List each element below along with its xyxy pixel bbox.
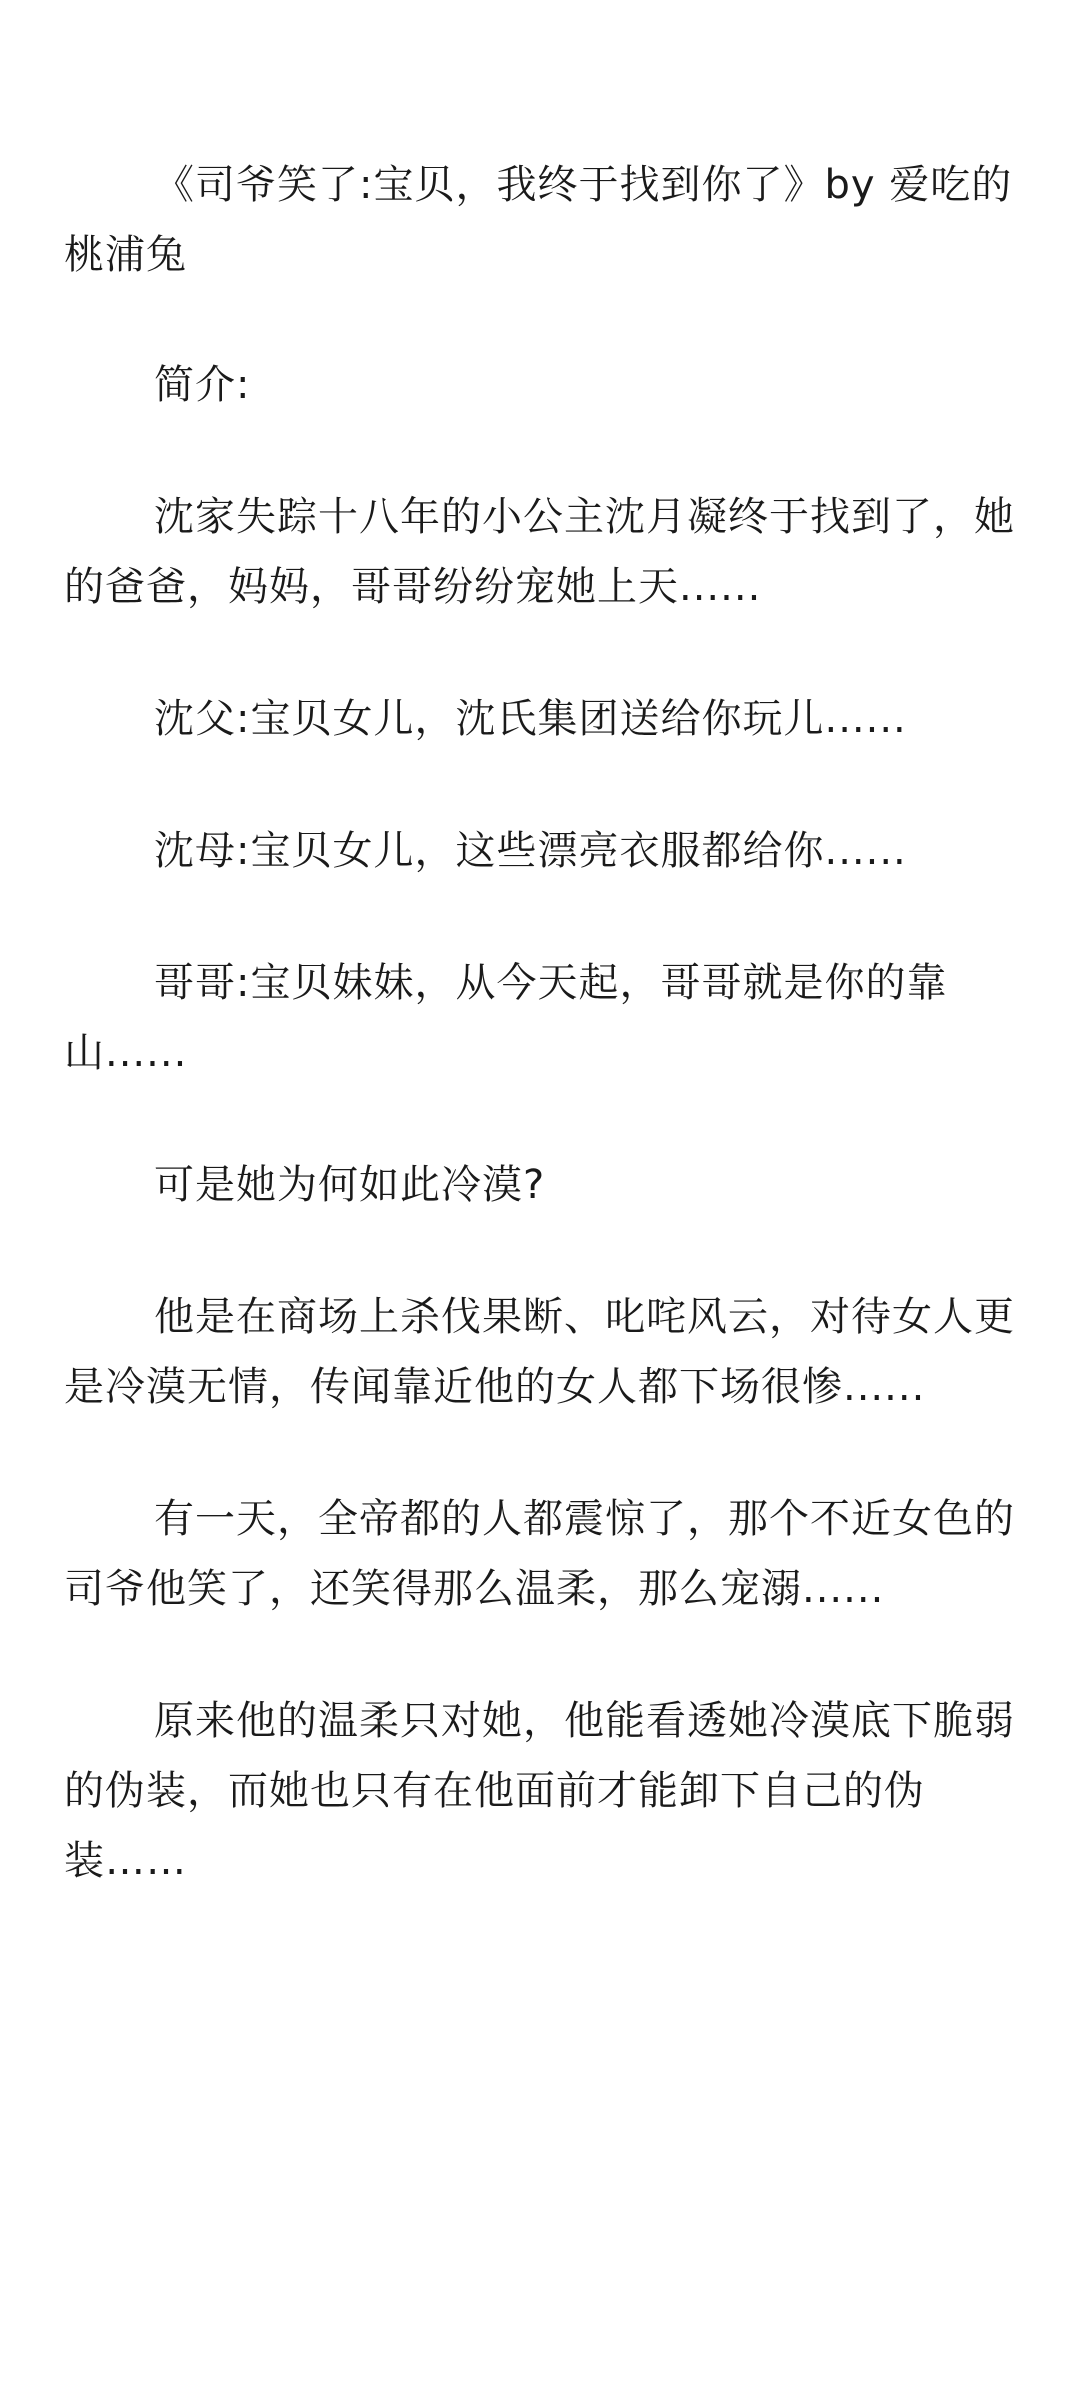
- paragraph: 可是她为何如此冷漠?: [154, 1162, 546, 1208]
- paragraph: 原来他的温柔只对她，他能看透她冷漠底下脆弱的伪装，而她也只有在他面前才能卸下自己的伪装……: [64, 1698, 1015, 1884]
- paragraph: 沈父:宝贝女儿，沈氏集团送给你玩儿......: [154, 696, 907, 742]
- paragraph: 有一天，全帝都的人都震惊了，那个不近女色的司爷他笑了，还笑得那么温柔，那么宠溺......: [64, 1496, 1015, 1612]
- paragraph: 沈家失踪十八年的小公主沈月凝终于找到了，她的爸爸，妈妈，哥哥纷纷宠她上天......: [64, 494, 1015, 610]
- paragraph: 沈母:宝贝女儿，这些漂亮衣服都给你......: [154, 828, 907, 874]
- synopsis-heading: 简介:: [154, 362, 251, 408]
- paragraph: 他是在商场上杀伐果断、叱咤风云，对待女人更是冷漠无情，传闻靠近他的女人都下场很惨......: [64, 1294, 1015, 1410]
- book-title: 《司爷笑了:宝贝，我终于找到你了》by 爱吃的桃浦兔: [64, 162, 1013, 278]
- paragraph: 哥哥:宝贝妹妹，从今天起，哥哥就是你的靠山......: [64, 960, 948, 1076]
